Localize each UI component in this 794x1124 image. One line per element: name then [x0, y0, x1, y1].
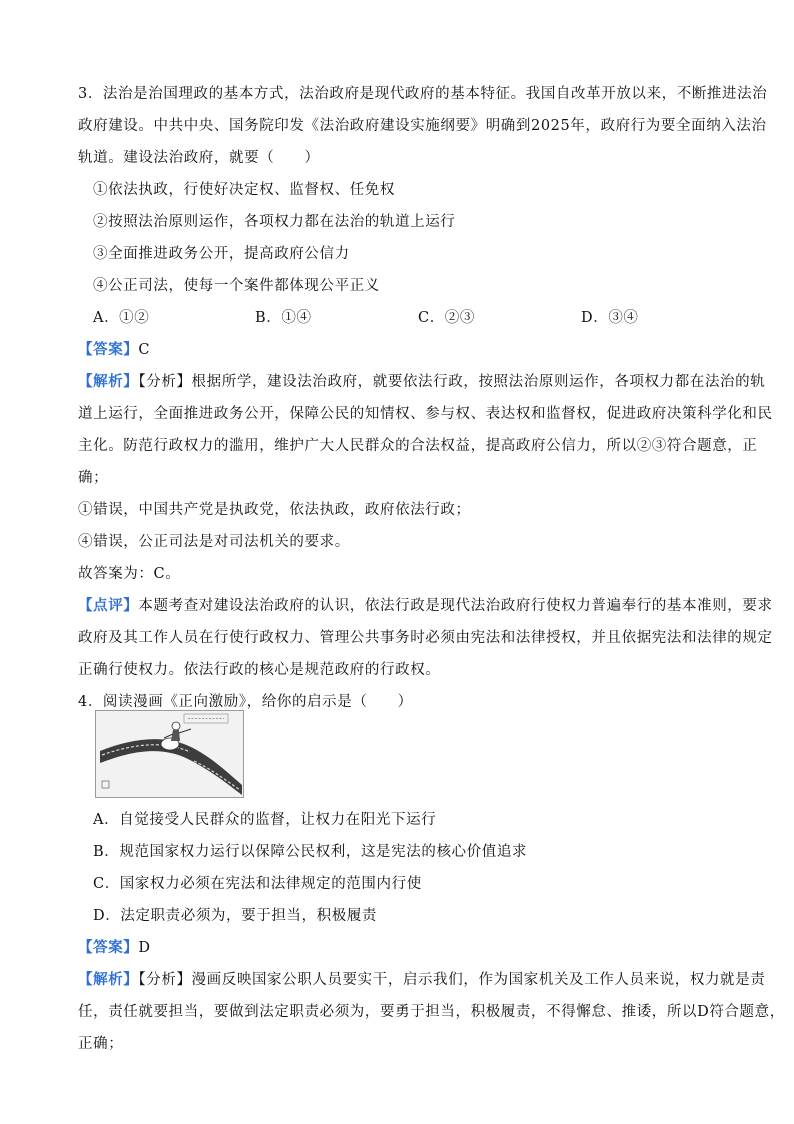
q4-answer-value: D: [138, 940, 151, 956]
q3-answer-tag: 【答案】: [78, 341, 139, 358]
q3-item-4: ④公正司法，使每一个案件都体现公平正义: [93, 278, 380, 294]
q3-analysis-line-6: ④错误，公正司法是对司法机关的要求。: [78, 534, 350, 550]
q4-analysis-line-2: 任，责任就要担当，要做到法定职责必须为，要勇于担当，积极履责，不得懈怠、推诿，所以D符合题意，: [78, 1004, 785, 1020]
q3-analysis-text-1: 【分析】根据所学，建设法治政府，就要依法行政，按照法治原则运作，各项权力都在法治的轨: [138, 374, 766, 390]
q3-stem-line-1: 3．法治是治国理政的基本方式，法治政府是现代政府的基本特征。我国自改革开放以来，不断推进法治: [78, 86, 768, 102]
q3-stem-line-3: 轨道。建设法治政府，就要（ ）: [78, 150, 320, 166]
q3-comment-text-1: 本题考查对建设法治政府的认识，依法行政是现代法治政府行使权力普遍奉行的基本准则，要求: [138, 598, 773, 614]
q4-analysis-line-1: [78, 970, 766, 990]
q4-option-c: C．国家权力必须在宪法和法律规定的范围内行使: [93, 876, 422, 892]
q3-answer: [78, 340, 718, 360]
q4-analysis-tag: 【解析】: [78, 971, 139, 988]
q3-comment-tag: 【点评】: [78, 597, 139, 614]
q3-option-a: A．①②: [93, 310, 150, 326]
q3-analysis-line-7: 故答案为：C。: [78, 566, 181, 582]
cartoon-image: [95, 710, 244, 798]
q4-stem: 4．阅读漫画《正向激励》，给你的启示是（ ）: [78, 694, 413, 710]
q3-option-b: B．①④: [255, 310, 312, 326]
q3-item-1: ①依法执政，行使好决定权、监督权、任免权: [93, 182, 395, 198]
q3-analysis-line-4: 确；: [78, 470, 109, 486]
q3-option-d: D．③④: [581, 310, 639, 326]
q4-answer-tag: 【答案】: [78, 939, 139, 956]
q3-comment-line-3: 正确行使权力。依法行政的核心是规范政府的行政权。: [78, 662, 441, 678]
q3-analysis-line-3: 主化。防范行政权力的滥用，维护广大人民群众的合法权益，提高政府公信力，所以②③符合题意，正: [78, 438, 758, 454]
q4-option-d: D．法定职责必须为，要于担当，积极履责: [93, 908, 378, 924]
q4-analysis-line-3: 正确；: [78, 1036, 124, 1052]
q3-options: [93, 308, 693, 328]
q3-comment-line-2: 政府及其工作人员在行使行政权力、管理公共事务时必须由宪法和法律授权，并且依据宪法和法律的规定: [78, 630, 773, 646]
q3-comment-line-1: [78, 596, 773, 616]
cartoon-drawing: [96, 711, 243, 797]
q3-option-c: C．②③: [418, 310, 475, 326]
q3-item-2: ②按照法治原则运作，各项权力都在法治的轨道上运行: [93, 214, 456, 230]
q4-analysis-text-1: 【分析】漫画反映国家公职人员要实干，启示我们，作为国家机关及工作人员来说，权力就是责: [138, 972, 766, 988]
q3-analysis-tag: 【解析】: [78, 373, 139, 390]
q3-analysis-line-1: [78, 372, 766, 392]
q3-analysis-line-2: 道上运行，全面推进政务公开，保障公民的知情权、参与权、表达权和监督权，促进政府决策科学化和民: [78, 406, 773, 422]
q4-option-a: A．自觉接受人民群众的监督，让权力在阳光下运行: [93, 812, 437, 828]
q3-analysis-line-5: ①错误，中国共产党是执政党，依法执政，政府依法行政；: [78, 502, 471, 518]
q3-item-3: ③全面推进政务公开，提高政府公信力: [93, 246, 350, 262]
q3-answer-value: C: [138, 342, 151, 358]
q4-option-b: B．规范国家权力运行以保障公民权利，这是宪法的核心价值追求: [93, 844, 528, 860]
q4-answer: [78, 938, 718, 958]
q3-stem-line-2: 政府建设。中共中央、国务院印发《法治政府建设实施纲要》明确到2025年，政府行为要全面纳入法治: [78, 118, 767, 134]
